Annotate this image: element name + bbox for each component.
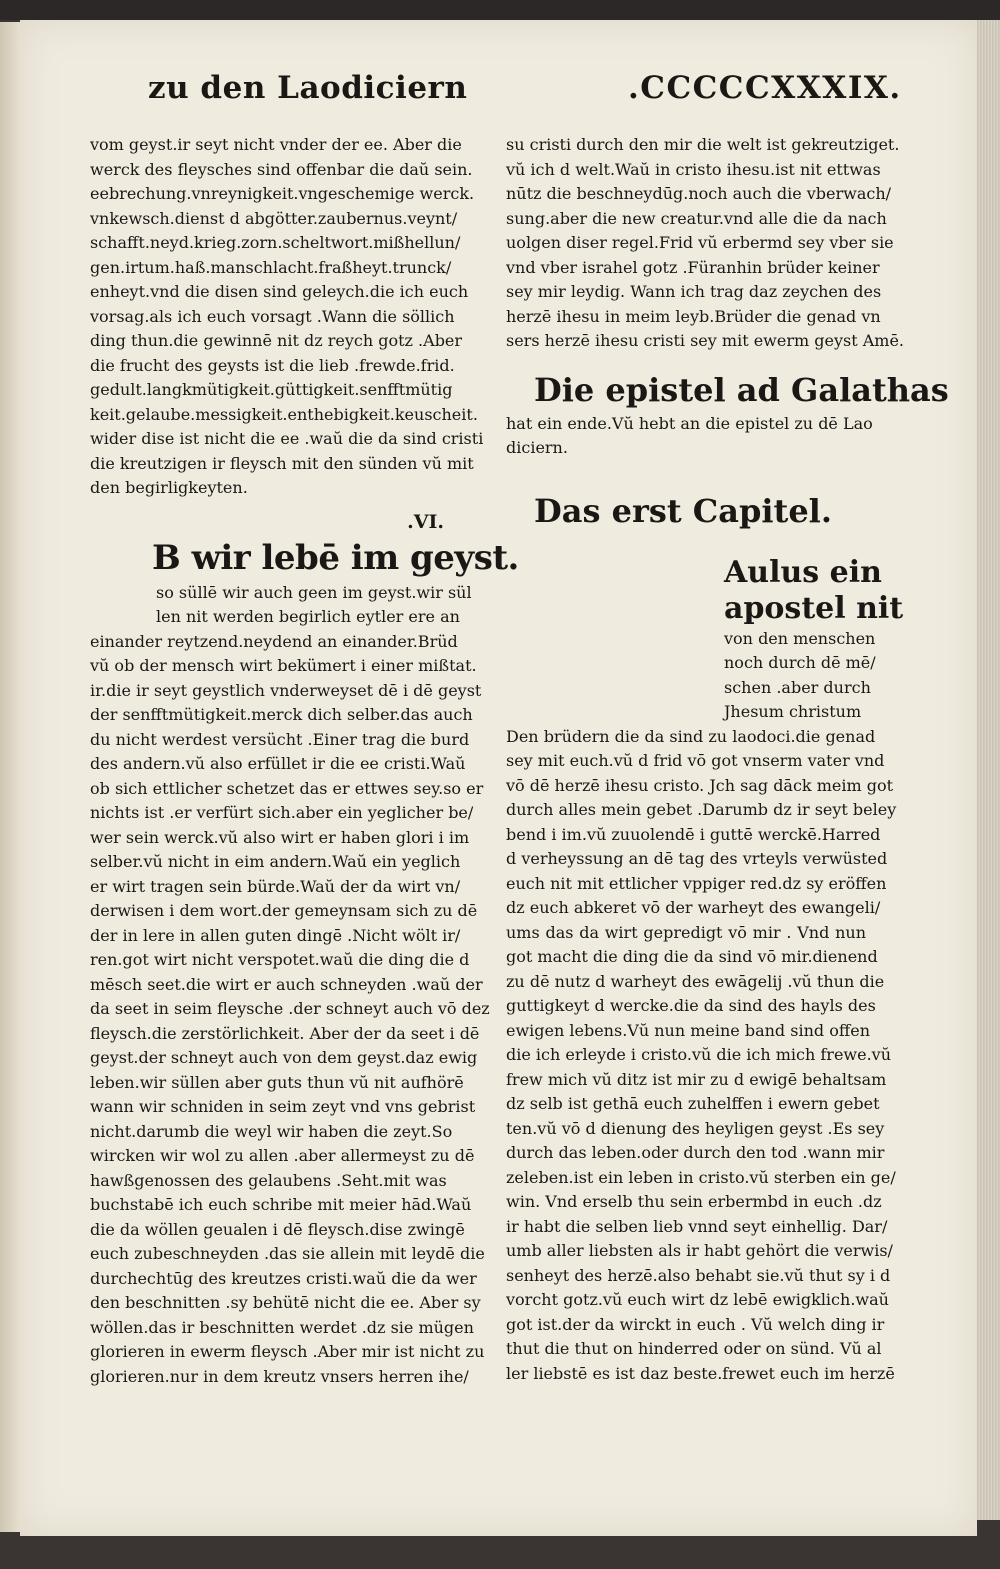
text-line: so süllē wir auch geen im geyst.wir sül — [156, 582, 472, 602]
text-line: sung.aber die new creatur.vnd alle die da nach — [506, 208, 887, 228]
text-line: noch durch dē mē/ — [724, 653, 876, 672]
running-head-folio: .CCCCCXXXIX. — [628, 70, 902, 106]
left-column — [90, 133, 519, 1389]
text-line: ten.vŭ vō d dienung des heyligen geyst .Es sey — [506, 1118, 885, 1138]
text-line: dz euch abkeret vō der warheyt des ewangeli/ — [506, 898, 881, 917]
text-line: derwisen i dem wort.der gemeynsam sich zu dē — [90, 901, 478, 920]
text-line: herzē ihesu in meim leyb.Brüder die genad vn — [506, 306, 881, 326]
text-line: die kreutzigen ir fleysch mit den sünden vŭ mit — [90, 453, 474, 473]
text-line: einander reytzend.neydend an einander.Brüd — [90, 631, 458, 651]
right-text-block-2 — [506, 725, 897, 1387]
text-line: der in lere in allen guten dingē .Nicht wölt ir/ — [90, 925, 461, 945]
text-line: uolgen diser regel.Frid vŭ erbermd sey vber sie — [506, 233, 894, 252]
text-line: buchstabē ich euch schribe mit meier hād.Waŭ — [90, 1195, 472, 1214]
chapter-heading: Das erst Capitel. — [534, 491, 832, 530]
text-line: senheyt des herzē.also behabt sie.vŭ thut sy i d — [506, 1265, 891, 1285]
text-line: vnd vber israhel gotz .Füranhin brüder keiner — [506, 257, 880, 277]
text-line: die ich erleyde i cristo.vŭ die ich mich frewe.vŭ — [506, 1045, 892, 1064]
text-line: leben.wir süllen aber guts thun vŭ nit aufhörē — [90, 1072, 464, 1092]
text-line: ir.die ir seyt geystlich vnderweyset dē i dē geyst — [90, 680, 482, 700]
text-line: got macht die ding die da sind vō mir.dienend — [506, 947, 878, 966]
right-text-block-1 — [506, 133, 904, 354]
text-line: vom geyst.ir seyt nicht vnder der ee. Aber die — [90, 135, 462, 154]
text-line: enheyt.vnd die disen sind geleych.die ich euch — [90, 282, 469, 301]
text-line: bend i im.vŭ zuuolendē i guttē werckē.Harred — [506, 824, 881, 844]
text-line: geyst.der schneyt auch von dem geyst.daz ewig — [90, 1048, 478, 1067]
text-line: vŭ ich d welt.Waŭ in cristo ihesu.ist nit ettwas — [506, 159, 881, 179]
text-line: wircken wir wol zu allen .aber allermeyst zu dē — [90, 1146, 475, 1165]
opening-indented-text — [506, 627, 876, 725]
text-line: mēsch seet.die wirt er auch schneyden .waŭ der — [90, 974, 483, 994]
text-line: die frucht des geysts ist die lieb .frewde.frid. — [90, 355, 455, 375]
text-line: win. Vnd erselb thu sein erbermbd in euch .dz — [506, 1192, 882, 1211]
text-line: hat ein ende.Vŭ hebt an die epistel zu dē Lao — [506, 413, 873, 433]
text-line: durch das leben.oder durch den tod .wann mir — [506, 1143, 885, 1162]
scan-top-border — [0, 0, 1000, 20]
book-page — [20, 20, 977, 1536]
text-line: durchechtūg des kreutzes cristi.waŭ die da wer — [90, 1268, 477, 1288]
text-line: apostel nit — [724, 590, 904, 626]
text-line: len nit werden begirlich eytler ere an — [156, 607, 460, 626]
chapter-number: .VI. — [407, 510, 444, 533]
text-line: diciern. — [506, 438, 568, 457]
book-fore-edge — [974, 20, 1000, 1520]
text-line: gedult.langkmütigkeit.güttigkeit.senfftmütig — [90, 380, 453, 399]
text-line: frew mich vŭ ditz ist mir zu d ewigē behaltsam — [506, 1069, 887, 1089]
text-line: schafft.neyd.krieg.zorn.scheltwort.mißhellun/ — [90, 233, 461, 252]
running-head-left: zu den Laodiciern — [148, 70, 468, 106]
text-line: der senfftmütigkeit.merck dich selber.das auch — [90, 705, 473, 724]
text-line: ums das da wirt gepredigt vō mir . Vnd nun — [506, 922, 866, 942]
text-line: fleysch.die zerstörlichkeit. Aber der da seet i dē — [90, 1023, 480, 1043]
text-line: nicht.darumb die weyl wir haben die zeyt.So — [90, 1121, 453, 1141]
colophon-title: Die epistel ad Galathas — [534, 370, 949, 409]
text-line: durch alles mein gebet .Darumb dz ir seyt beley — [506, 800, 897, 819]
text-line: nūtz die beschneydūg.noch auch die vberwach/ — [506, 184, 892, 203]
text-line: die da wöllen geualen i dē fleysch.dise zwingē — [90, 1219, 465, 1239]
text-line: zu dē nutz d warheyt des ewāgelij .vŭ thun die — [506, 971, 885, 991]
text-line: vnkewsch.dienst d abgötter.zaubernus.veynt/ — [90, 208, 458, 228]
text-line: nichts ist .er verfürt sich.aber ein yeglicher be/ — [90, 803, 474, 822]
text-line: glorieren.nur in dem kreutz vnsers herren ihe/ — [90, 1366, 469, 1386]
text-line: gen.irtum.haß.manschlacht.fraßheyt.trunck/ — [90, 257, 452, 277]
text-line: hawßgenossen des gelaubens .Seht.mit was — [90, 1170, 447, 1190]
text-line: den beschnitten .sy behütē nicht die ee. Aber sy — [90, 1293, 481, 1312]
text-line: keit.gelaube.messigkeit.enthebigkeit.keuscheit. — [90, 404, 478, 424]
text-line: umb aller liebsten als ir habt gehört die verwis/ — [506, 1241, 893, 1260]
text-line: guttigkeyt d wercke.die da sind des hayls des — [506, 996, 876, 1015]
text-line: du nicht werdest versücht .Einer trag die burd — [90, 729, 470, 749]
left-text-block-2 — [90, 630, 490, 1390]
text-line: sey mit euch.vŭ d frid vō got vnserm vater vnd — [506, 751, 885, 770]
text-line: Aulus ein — [724, 554, 882, 590]
text-line: des andern.vŭ also erfüllet ir die ee cristi.Waŭ — [90, 754, 466, 773]
text-line: wer sein werck.vŭ also wirt er haben glori i im — [90, 827, 470, 847]
text-line: er wirt tragen sein bürde.Waŭ der da wirt vn/ — [90, 876, 461, 896]
text-line: ewigen lebens.Vŭ nun meine band sind offen — [506, 1020, 870, 1040]
text-line: ding thun.die gewinnē nit dz reych gotz .Aber — [90, 331, 463, 350]
text-line: vŭ ob der mensch wirt bekümert i einer mißtat. — [90, 656, 477, 675]
text-line: werck des fleysches sind offenbar die daŭ sein. — [90, 159, 473, 179]
text-line: su cristi durch den mir die welt ist gekreutziget. — [506, 135, 900, 154]
text-line: wider dise ist nicht die ee .waŭ die da sind cristi — [90, 429, 484, 448]
right-column — [506, 133, 949, 1386]
text-line: vorsag.als ich euch vorsagt .Wann die söllich — [90, 306, 455, 326]
colophon-text — [506, 412, 873, 461]
text-line: sey mir leydig. Wann ich trag daz zeychen des — [506, 282, 882, 301]
text-line: Jhesum christum — [724, 702, 862, 721]
text-line: dz selb ist gethā euch zuhelffen i ewern gebet — [506, 1094, 880, 1113]
text-line: ren.got wirt nicht verspotet.waŭ die ding die d — [90, 950, 470, 969]
text-line: sers herzē ihesu cristi sey mit ewerm geyst Amē. — [506, 331, 904, 350]
text-line: den begirligkeyten. — [90, 478, 248, 497]
opening-large-text — [506, 554, 904, 627]
text-line: ir habt die selben lieb vnnd seyt einhellig. Dar/ — [506, 1216, 888, 1236]
text-line: selber.vŭ nicht in eim andern.Waŭ ein yeglich — [90, 852, 461, 871]
text-line: wann wir schniden in seim zeyt vnd vns gebrist — [90, 1097, 476, 1116]
text-line: euch nit mit ettlicher vppiger red.dz sy eröffen — [506, 873, 887, 893]
text-line: ob sich ettlicher schetzet das er ettwes sey.so er — [90, 778, 484, 798]
text-line: schen .aber durch — [724, 677, 871, 697]
text-line: von den menschen — [724, 628, 876, 648]
text-line: wöllen.das ir beschnitten werdet .dz sie mügen — [90, 1317, 474, 1337]
text-line: euch zubeschneyden .das sie allein mit leydē die — [90, 1244, 485, 1263]
text-line: d verheyssung an dē tag des vrteyls verwüsted — [506, 849, 888, 868]
text-line: Den brüdern die da sind zu laodoci.die genad — [506, 726, 876, 746]
text-line: got ist.der da wirckt in euch . Vŭ welch ding ir — [506, 1314, 885, 1334]
text-line: thut die thut on hinderred oder on sünd. Vŭ al — [506, 1339, 882, 1358]
chapter-initial-heading: B wir lebē im geyst. — [152, 537, 519, 578]
text-line: vorcht gotz.vŭ euch wirt dz lebē ewigklich.waŭ — [506, 1290, 889, 1309]
text-line: ler liebstē es ist daz beste.frewet euch im herzē — [506, 1363, 895, 1383]
text-line: glorieren in ewerm fleysch .Aber mir ist nicht zu — [90, 1342, 485, 1361]
text-line: da seet in seim fleysche .der schneyt auch vō dez — [90, 999, 490, 1018]
text-line: eebrechung.vnreynigkeit.vngeschemige werck. — [90, 184, 475, 203]
left-indented-block — [90, 581, 472, 630]
text-line: zeleben.ist ein leben in cristo.vŭ sterben ein ge/ — [506, 1167, 896, 1187]
text-line: vō dē herzē ihesu cristo. Jch sag dāck meim got — [506, 775, 894, 795]
left-text-block-1 — [90, 133, 484, 501]
